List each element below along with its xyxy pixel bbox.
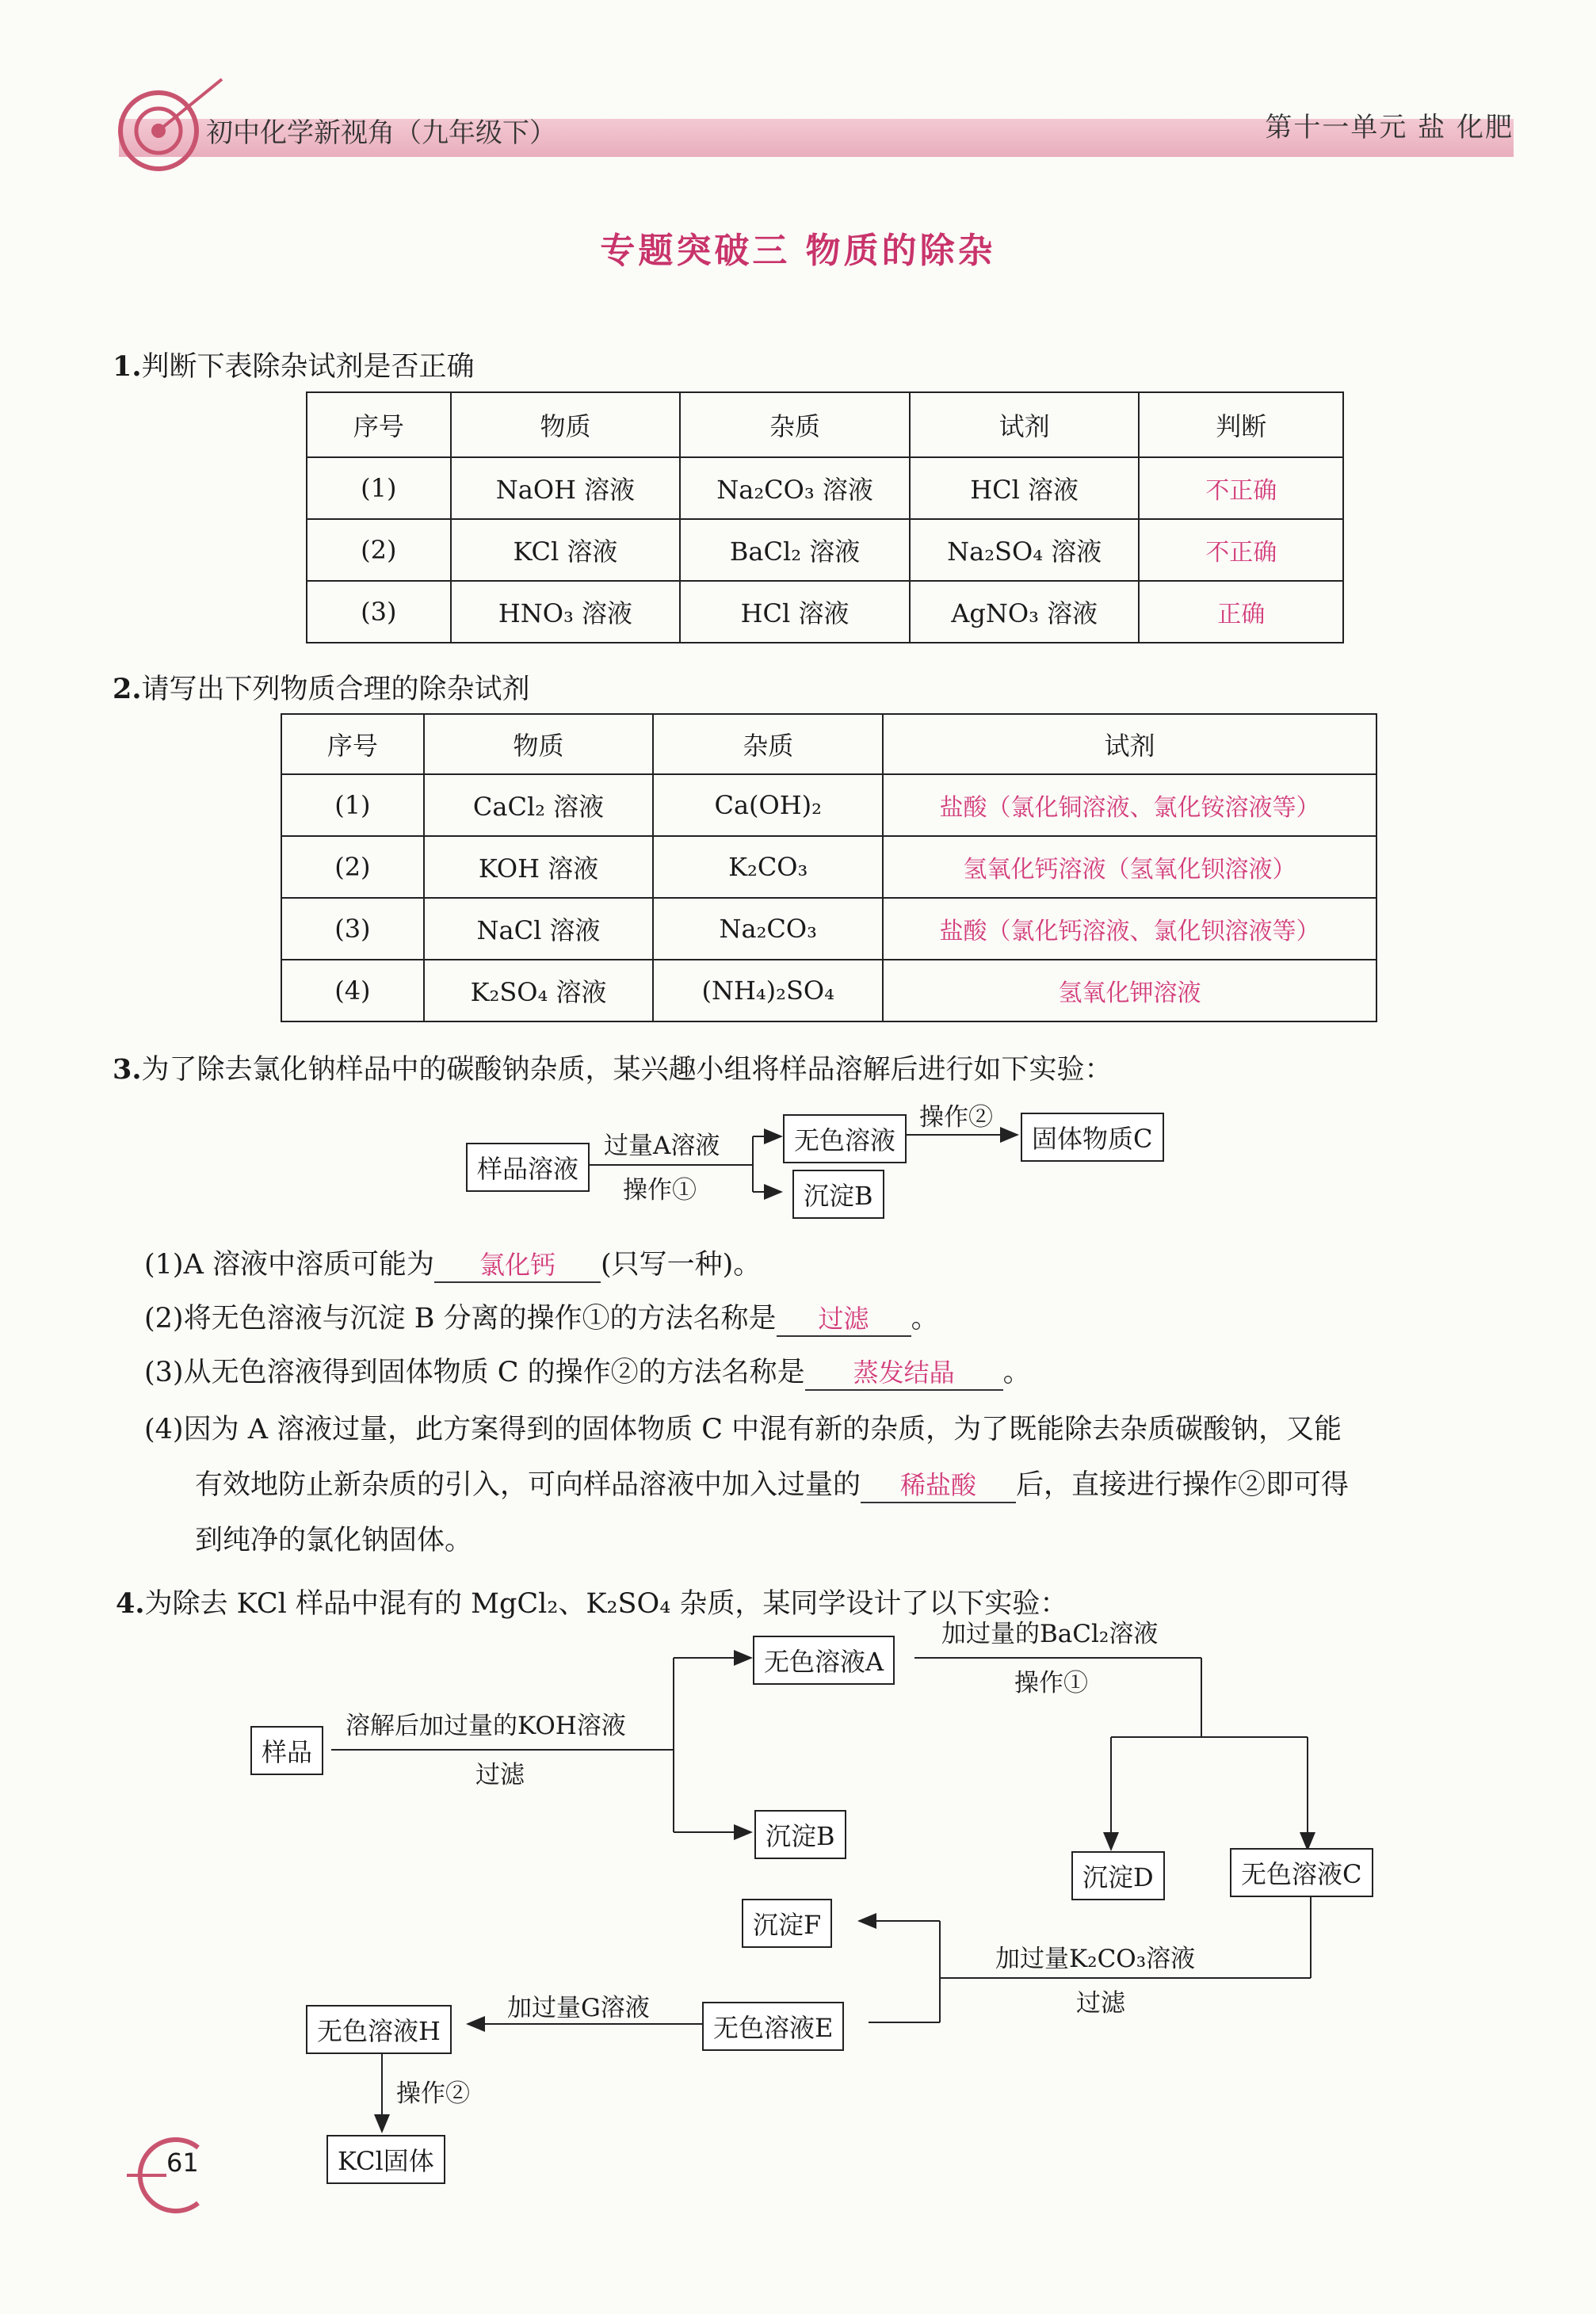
q3-sub4-line1: (4)因为 A 溶液过量，此方案得到的固体物质 C 中混有新的杂质，为了既能除去杂质碳酸钠，又能 <box>144 1414 1342 1445</box>
q3-label-excess-a: 过量A溶液 <box>604 1132 720 1160</box>
answer-blank: 氯化钙 <box>434 1245 601 1283</box>
q3-box-solid-c: 固体物质C <box>1021 1113 1164 1162</box>
header-unit-title: 第十一单元 盐 化肥 <box>1265 112 1514 143</box>
q4-box-kcl-solid: KCl固体 <box>326 2135 445 2184</box>
table-row: (2) KCl 溶液 BaCl₂ 溶液 Na₂SO₄ 溶液 不正确 <box>307 519 1343 581</box>
table-header-row: 序号 物质 杂质 试剂 <box>281 714 1376 774</box>
table-row: (1) CaCl₂ 溶液 Ca(OH)₂ 盐酸（氯化铜溶液、氯化铵溶液等） <box>281 774 1376 836</box>
q2-prompt: 2.请写出下列物质合理的除杂试剂 <box>113 673 530 705</box>
q4-label-add-g: 加过量G溶液 <box>507 1994 650 2022</box>
q4-label-op1: 操作① <box>1014 1669 1088 1697</box>
q4-label-filter2: 过滤 <box>1076 1989 1125 2018</box>
q3-sub2: (2)将无色溶液与沉淀 B 分离的操作①的方法名称是 过滤 。 <box>144 1296 939 1337</box>
table-header-row: 序号 物质 杂质 试剂 判断 <box>307 392 1343 457</box>
q3-label-op2: 操作② <box>919 1103 993 1132</box>
table-row: (3) NaCl 溶液 Na₂CO₃ 盐酸（氯化钙溶液、氯化钡溶液等） <box>281 898 1376 960</box>
q4-label-add-koh: 溶解后加过量的KOH溶液 <box>346 1712 626 1740</box>
q3-sub1: (1)A 溶液中溶质可能为 氯化钙 (只写一种)。 <box>144 1243 761 1283</box>
table-row: (3) HNO₃ 溶液 HCl 溶液 AgNO₃ 溶液 正确 <box>307 581 1343 643</box>
q4-label-filter1: 过滤 <box>475 1761 525 1789</box>
q4-label-add-k2co3: 加过量K₂CO₃溶液 <box>995 1945 1196 1973</box>
table-row: (4) K₂SO₄ 溶液 (NH₄)₂SO₄ 氢氧化钾溶液 <box>281 960 1376 1021</box>
page-number: 61 <box>166 2148 199 2178</box>
answer-blank: 稀盐酸 <box>861 1465 1016 1503</box>
q4-box-precipitate-d: 沉淀D <box>1071 1851 1165 1900</box>
q1-prompt: 1.判断下表除杂试剂是否正确 <box>113 350 475 383</box>
q3-label-op1: 操作① <box>623 1176 697 1205</box>
q3-box-sample: 样品溶液 <box>466 1143 590 1192</box>
table-row: (1) NaOH 溶液 Na₂CO₃ 溶液 HCl 溶液 不正确 <box>307 457 1343 519</box>
q4-box-sample: 样品 <box>250 1726 323 1775</box>
q3-sub3: (3)从无色溶液得到固体物质 C 的操作②的方法名称是 蒸发结晶 。 <box>144 1350 1031 1391</box>
q4-box-solution-a: 无色溶液A <box>753 1636 895 1685</box>
answer-blank: 过滤 <box>777 1299 911 1337</box>
q3-box-precipitate-b: 沉淀B <box>792 1170 884 1219</box>
q4-prompt: 4.为除去 KCl 样品中混有的 MgCl₂、K₂SO₄ 杂质，某同学设计了以下实验： <box>116 1587 1068 1620</box>
q3-box-colorless-solution: 无色溶液 <box>783 1114 907 1163</box>
q3-sub4-line2: 有效地防止新杂质的引入，可向样品溶液中加入过量的 稀盐酸 后，直接进行操作②即可得 <box>195 1463 1349 1503</box>
q3-prompt: 3.为了除去氯化钠样品中的碳酸钠杂质，某兴趣小组将样品溶解后进行如下实验： <box>113 1053 1113 1086</box>
answer-blank: 蒸发结晶 <box>805 1353 1003 1391</box>
q4-box-precipitate-b: 沉淀B <box>754 1810 846 1859</box>
q4-label-add-bacl2: 加过量的BaCl₂溶液 <box>941 1620 1159 1648</box>
q4-box-solution-h: 无色溶液H <box>306 2005 452 2054</box>
q3-sub4-line3: 到纯净的氯化钠固体。 <box>195 1525 473 1556</box>
page-title: 专题突破三 物质的除杂 <box>600 231 996 271</box>
q4-box-precipitate-f: 沉淀F <box>742 1899 832 1948</box>
header-book-title: 初中化学新视角（九年级下） <box>206 117 556 149</box>
q4-box-solution-c: 无色溶液C <box>1230 1848 1373 1897</box>
table-row: (2) KOH 溶液 K₂CO₃ 氢氧化钙溶液（氢氧化钡溶液） <box>281 836 1376 898</box>
q4-box-solution-e: 无色溶液E <box>702 2002 844 2051</box>
q4-label-op2: 操作② <box>396 2079 470 2108</box>
